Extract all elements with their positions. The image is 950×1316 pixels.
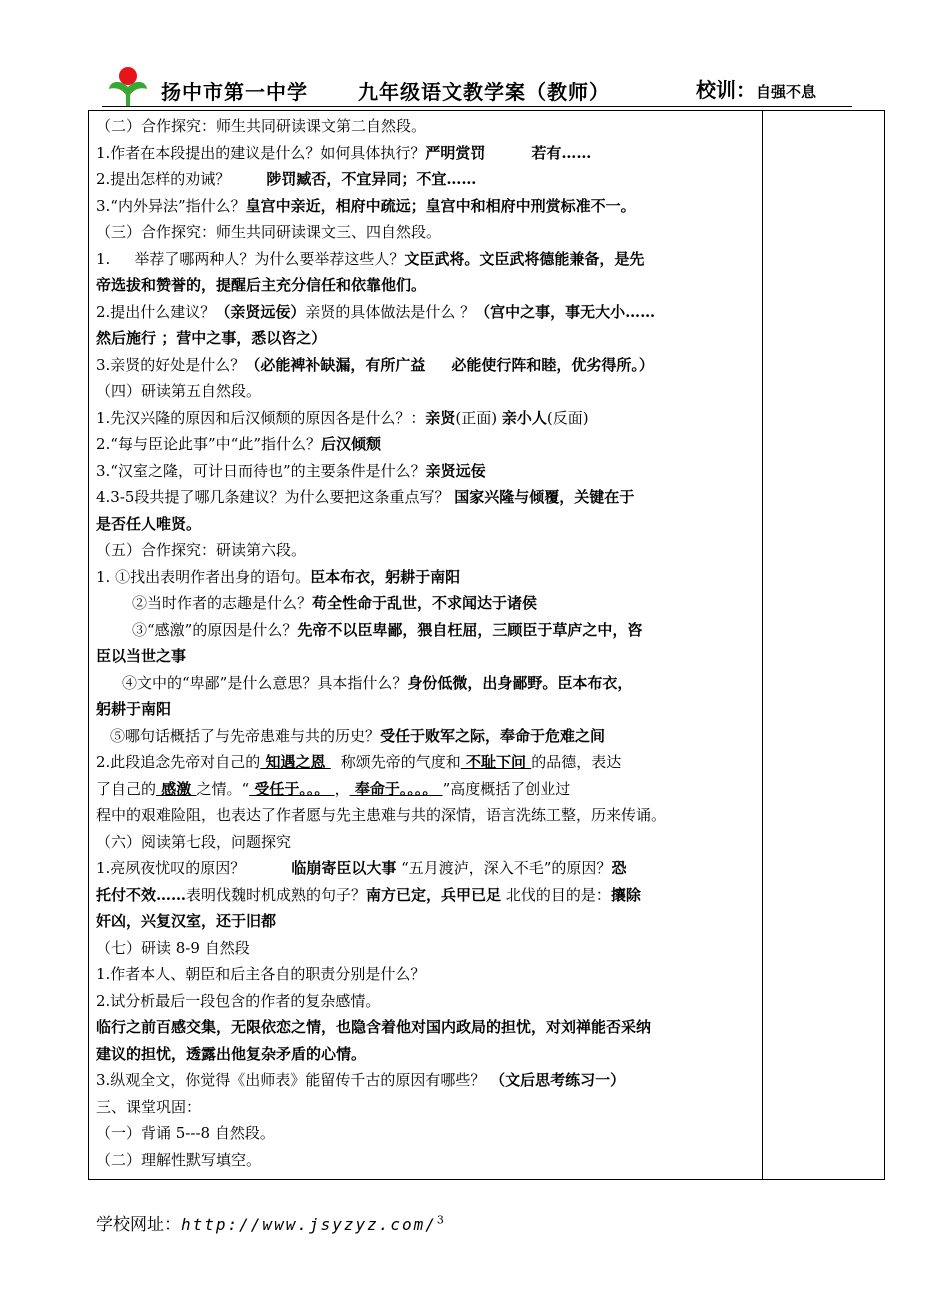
lesson-line xyxy=(96,511,758,538)
line-text: 1.作者在本段提出的建议是什么？如何具体执行？ xyxy=(96,143,426,162)
line-text: （四）研读第五自然段。 xyxy=(96,382,262,400)
answer-text: 国家兴隆与倾覆，关键在于 xyxy=(454,488,635,506)
page-number: 3 xyxy=(436,1213,444,1227)
lesson-line xyxy=(96,696,758,723)
line-text: “五月渡泸，深入不毛”的原因？ xyxy=(396,859,612,877)
lesson-line xyxy=(96,643,758,670)
document-title: 九年级语文教学案（教师） xyxy=(358,80,610,104)
line-text: 称颂先帝的气度和 xyxy=(340,753,461,771)
lesson-line xyxy=(96,590,758,617)
lesson-line xyxy=(96,776,758,803)
lesson-line xyxy=(96,484,758,511)
footer-label: 学校网址： xyxy=(96,1215,181,1235)
lesson-line xyxy=(96,193,758,220)
line-text: 举荐了哪两种人？为什么要举荐这些人？ xyxy=(134,249,405,268)
answer-text: 先帝不以臣卑鄙，猥自枉屈，三顾臣于草庐之中，咨 xyxy=(297,620,643,639)
lesson-line xyxy=(96,908,758,935)
answer-text: 后汉倾颓 xyxy=(321,435,382,453)
answer-text: 托付不效…… xyxy=(96,885,187,904)
lesson-line xyxy=(96,113,758,140)
line-text: 2.“每与臣论此事”中“此”指什么？ xyxy=(96,435,321,453)
answer-text: 南方已定，兵甲已足 xyxy=(366,885,502,904)
line-text: ， xyxy=(334,779,350,798)
line-text: 1. xyxy=(96,249,111,268)
line-text: ”高度概括了创业过 xyxy=(442,779,571,798)
school-website-link[interactable]: http://www.jsyzyz.com/ xyxy=(181,1215,437,1234)
answer-text: （文后思考练习一） xyxy=(490,1071,626,1089)
line-text: 北伐的目的是： xyxy=(501,885,611,904)
line-text: （二）合作探究：师生共同研读课文第二自然段。 xyxy=(96,117,427,135)
fill-blank-answer: 感激 xyxy=(156,779,197,798)
line-text: ④文中的“卑鄙”是什么意思？具本指什么？ xyxy=(122,673,408,692)
answer-text: 严明赏罚 xyxy=(425,143,486,162)
lesson-line xyxy=(96,1120,758,1147)
line-text: ⑤哪句话概括了与先帝患难与共的历史？ xyxy=(110,726,381,745)
line-text: 2.试分析最后一段包含的作者的复杂感情。 xyxy=(96,991,381,1010)
answer-text: 受任于败军之际，奉命于危难之间 xyxy=(380,726,606,745)
lesson-line xyxy=(96,1041,758,1068)
line-text: 的品德，表达 xyxy=(531,753,622,771)
line-text: ②当时作者的志趣是什么？ xyxy=(132,594,313,612)
lesson-line xyxy=(96,1014,758,1041)
motto-text: 自强不息 xyxy=(756,83,817,101)
line-text: 程中的艰难险阻，也表达了作者愿与先主患难与共的深情，语言洗练工整，历来传诵。 xyxy=(96,806,667,824)
lesson-line xyxy=(96,325,758,352)
answer-text: 亲贤 xyxy=(425,408,456,427)
fill-blank-answer: 知遇之恩 xyxy=(260,753,331,771)
answer-text: 臣以当世之事 xyxy=(96,647,187,665)
lesson-line xyxy=(96,802,758,829)
answer-text: 皇宫中亲近，相府中疏远；皇宫中和相府中刑赏标准不一。 xyxy=(245,196,636,215)
fill-blank-answer: 受任于。。。 xyxy=(249,779,335,798)
answer-text: 必能使行阵和睦，优劣得所。） xyxy=(451,355,654,374)
lesson-line xyxy=(96,219,758,246)
lesson-line xyxy=(96,299,758,326)
answer-text: 然后施行 ；营中之事，悉以咨之） xyxy=(96,329,327,347)
header-rule xyxy=(102,106,852,107)
lesson-content xyxy=(96,113,758,1173)
lesson-line xyxy=(96,1067,758,1094)
page-footer xyxy=(96,1210,444,1235)
answer-text: 建议的担忧，透露出他复杂矛盾的心情。 xyxy=(96,1044,367,1063)
answer-text: 若有…… xyxy=(531,143,592,162)
fill-blank-answer: 不耻下问 xyxy=(460,753,532,771)
line-text: 表明伐魏时机成熟的句子？ xyxy=(186,885,367,904)
answer-text: 临行之前百感交集，无限依恋之情，也隐含着他对国内政局的担忧，对刘禅能否采纳 xyxy=(96,1018,652,1036)
notes-column-divider xyxy=(762,110,763,1180)
school-logo-icon xyxy=(106,65,150,109)
page-header xyxy=(88,62,852,112)
lesson-line xyxy=(96,405,758,432)
line-text: 3.亲贤的好处是什么？ xyxy=(96,355,246,374)
line-text: 1.作者本人、朝臣和后主各自的职责分别是什么？ xyxy=(96,965,426,983)
lesson-line xyxy=(96,855,758,882)
lesson-line xyxy=(96,988,758,1015)
line-text: 三、课堂巩固： xyxy=(96,1097,202,1116)
line-text: （五）合作探究：研读第六段。 xyxy=(96,541,307,559)
lesson-line xyxy=(96,882,758,909)
line-text: ③“感激”的原因是什么？ xyxy=(132,620,298,639)
answer-text: （必能裨补缺漏，有所广益 xyxy=(245,355,426,374)
line-text: 了自己的 xyxy=(96,779,157,798)
line-text: （三）合作探究：师生共同研读课文三、四自然段。 xyxy=(96,223,442,241)
lesson-line xyxy=(96,537,758,564)
answer-text: 恐 xyxy=(611,859,627,877)
answer-text: 陟罚臧否，不宜异同；不宜…… xyxy=(266,170,477,188)
answer-text: 是否任人唯贤。 xyxy=(96,514,202,533)
lesson-line xyxy=(96,246,758,273)
line-text: 3.“汉室之隆，可计日而待也”的主要条件是什么？ xyxy=(96,461,426,480)
line-text: （一）背诵 5---8 自然段。 xyxy=(96,1124,275,1142)
fill-blank-answer: 奉命于。。。。 xyxy=(349,779,443,798)
lesson-line xyxy=(96,378,758,405)
line-text: 3.纵观全文，你觉得《出师表》能留传千古的原因有哪些？ xyxy=(96,1071,491,1089)
line-text: 4.3-5段共提了哪几条建议？为什么要把这条重点写？ xyxy=(96,488,455,506)
answer-text: 身份低微，出身鄙野。臣本布衣， xyxy=(407,673,633,692)
motto-label: 校训： xyxy=(696,78,756,102)
answer-text: 亲贤远佞 xyxy=(425,461,486,480)
lesson-line xyxy=(96,723,758,750)
answer-text: 苟全性命于乱世，不求闻达于诸侯 xyxy=(312,594,538,612)
line-text: 2.提出怎样的劝诫？ xyxy=(96,170,231,188)
line-text: 1.先汉兴隆的原因和后汉倾颓的原因各是什么？： xyxy=(96,408,426,427)
line-text: （七）研读 8-9 自然段 xyxy=(96,938,250,957)
line-text: （六）阅读第七段，问题探究 xyxy=(96,832,292,851)
answer-text: （亲贤远佞） xyxy=(215,302,306,321)
lesson-line xyxy=(96,140,758,167)
lesson-line xyxy=(96,961,758,988)
answer-text: 奸凶，兴复汉室，还于旧都 xyxy=(96,912,277,930)
answer-text: 文臣武将。文臣武将德能兼备，是先 xyxy=(404,249,645,268)
lesson-line xyxy=(96,166,758,193)
answer-text: 临崩寄臣以大事 xyxy=(291,859,397,877)
line-text: (正面) xyxy=(455,408,502,427)
line-text: 2.提出什么建议？ xyxy=(96,302,216,321)
lesson-line xyxy=(96,829,758,856)
answer-text: 攘除 xyxy=(610,885,641,904)
answer-text: 亲小人 xyxy=(501,408,547,427)
lesson-line xyxy=(96,1094,758,1121)
line-text: (反面) xyxy=(546,408,589,427)
answer-text: 臣本布衣，躬耕于南阳 xyxy=(310,567,461,586)
line-text: 1. ①找出表明作者出身的语句。 xyxy=(96,567,311,586)
line-text: 3.“内外异法”指什么？ xyxy=(96,196,246,215)
answer-text: 帝选拔和赞誉的，提醒后主充分信任和依靠他们。 xyxy=(96,276,427,294)
line-text: 之情。“ xyxy=(196,779,250,798)
lesson-line xyxy=(96,617,758,644)
lesson-line xyxy=(96,431,758,458)
answer-text: （宫中之事，事无大小…… xyxy=(475,302,656,321)
lesson-line xyxy=(96,564,758,591)
lesson-line xyxy=(96,352,758,379)
line-text: 2.此段追念先帝对自己的 xyxy=(96,753,261,771)
lesson-line xyxy=(96,935,758,962)
lesson-line xyxy=(96,458,758,485)
school-name: 扬中市第一中学 xyxy=(161,80,308,104)
answer-text: 躬耕于南阳 xyxy=(96,700,172,718)
school-motto xyxy=(696,74,816,103)
lesson-line xyxy=(96,749,758,776)
line-text: 亲贤的具体做法是什么 ？ xyxy=(305,302,476,321)
lesson-line xyxy=(96,1147,758,1174)
line-text: 1.亮夙夜忧叹的原因？ xyxy=(96,859,246,877)
lesson-line xyxy=(96,670,758,697)
lesson-line xyxy=(96,272,758,299)
line-text: （二）理解性默写填空。 xyxy=(96,1150,262,1169)
